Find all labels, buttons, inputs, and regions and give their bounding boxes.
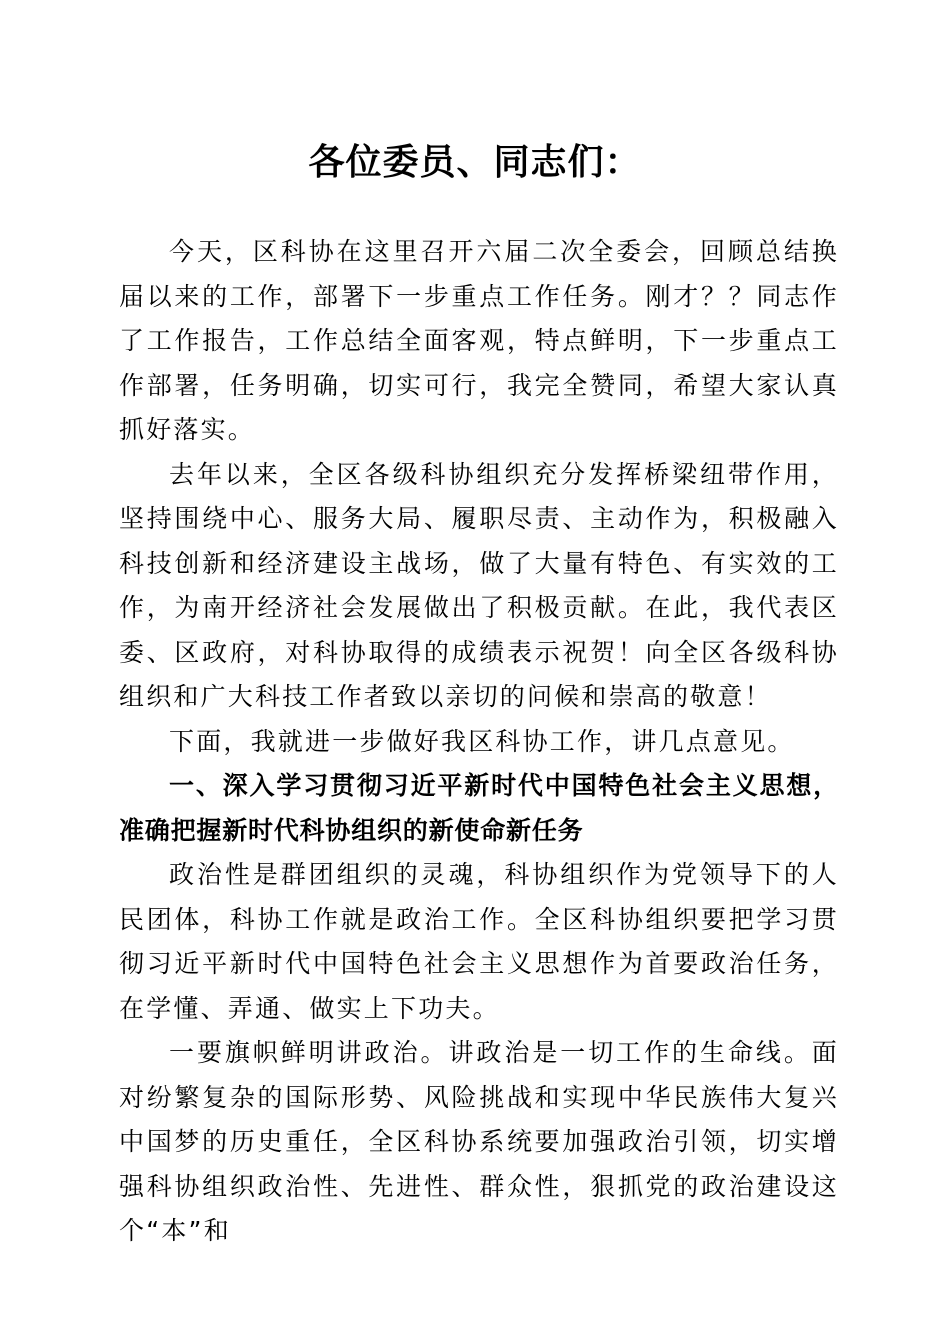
paragraph-transition: 下面，我就进一步做好我区科协工作，讲几点意见。 [169,726,795,756]
paragraph-opening: 今天，区科协在这里召开六届二次全委会，回顾总结换届以来的工作，部署下一步重点工作任务。刚才？？同志作了工作报告，工作总结全面客观，特点鲜明，下一步重点工作部署，任务明确，切实可行，我完全赞同，希望大家认真抓好落实。 [119,237,839,444]
speech-salutation-title: 各位委员、同志们： [308,141,642,183]
paragraph-point-one: 一要旗帜鲜明讲政治。讲政治是一切工作的生命线。面对纷繁复杂的国际形势、风险挑战和实现中华民族伟大复兴中国梦的历史重任，全区科协系统要加强政治引领，切实增强科协组织政治性、先进性、群众性，狠抓党的政治建设这个“本”和 [119,1038,839,1245]
section-heading-1: 一、深入学习贯彻习近平新时代中国特色社会主义思想，准确把握新时代科协组织的新使命新任务 [119,771,839,845]
paragraph-achievements: 去年以来，全区各级科协组织充分发挥桥梁纽带作用，坚持围绕中心、服务大局、履职尽责、主动作为，积极融入科技创新和经济建设主战场，做了大量有特色、有实效的工作，为南开经济社会发展做出了积极贡献。在此，我代表区委、区政府，对科协取得的成绩表示祝贺！向全区各级科协组织和广大科技工作者致以亲切的问候和崇高的敬意！ [119,459,839,711]
document-body [119,230,839,1254]
paragraph-politics: 政治性是群团组织的灵魂，科协组织作为党领导下的人民团体，科协工作就是政治工作。全区科协组织要把学习贯彻习近平新时代中国特色社会主义思想作为首要政治任务，在学懂、弄通、做实上下功夫。 [119,860,839,1023]
